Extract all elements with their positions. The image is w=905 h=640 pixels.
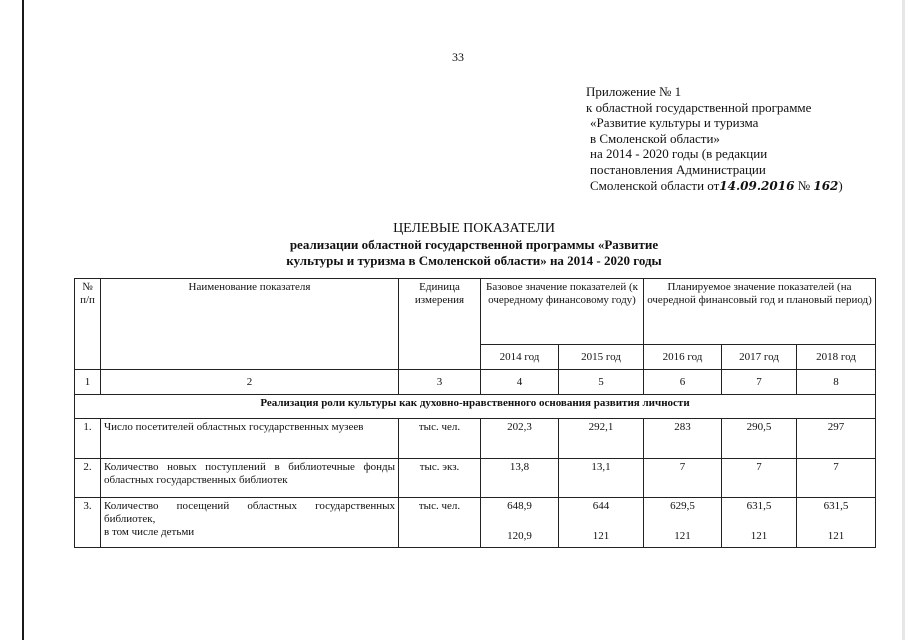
appendix-block xyxy=(586,84,843,194)
row-value-cell xyxy=(644,498,722,548)
handwritten-date: 14.09.2016 xyxy=(719,178,795,193)
row-unit: тыс. чел. xyxy=(399,419,481,459)
document-title: ЦЕЛЕВЫЕ ПОКАЗАТЕЛИ xyxy=(393,221,555,236)
header-name: Наименование показателя xyxy=(101,279,399,370)
row-value: 648,9 xyxy=(507,500,532,512)
row-value: 202,3 xyxy=(481,419,559,459)
header-unit: Единица измерения xyxy=(399,279,481,370)
number-sign: № xyxy=(797,177,811,193)
title-block xyxy=(74,220,874,268)
page-number: 33 xyxy=(452,50,464,64)
row-value: 292,1 xyxy=(559,419,644,459)
table-row xyxy=(75,498,876,548)
section-row xyxy=(75,395,876,419)
row-unit: тыс. чел. xyxy=(399,498,481,548)
row-value: 290,5 xyxy=(722,419,797,459)
document-subtitle-line-2: культуры и туризма в Смоленской области» на 2014 - 2020 годы xyxy=(286,252,662,268)
appendix-line-2: к областной государственной программе xyxy=(586,99,812,115)
row-value: 283 xyxy=(644,419,722,459)
header-num: № п/п xyxy=(75,279,101,370)
column-number: 1 xyxy=(75,370,101,395)
row-num: 1. xyxy=(75,419,101,459)
row-value: 7 xyxy=(722,459,797,498)
row-value-cell xyxy=(722,498,797,548)
year-2015: 2015 год xyxy=(559,345,644,370)
appendix-line-6: постановления Администрации xyxy=(590,161,766,177)
column-number: 6 xyxy=(644,370,722,395)
row-value: 13,1 xyxy=(559,459,644,498)
row-name-cell xyxy=(101,498,399,548)
row-sub-value: 121 xyxy=(674,530,691,542)
row-num: 2. xyxy=(75,459,101,498)
column-number: 7 xyxy=(722,370,797,395)
row-value-cell xyxy=(481,498,559,548)
row-value: 7 xyxy=(797,459,876,498)
row-unit: тыс. экз. xyxy=(399,459,481,498)
row-value: 297 xyxy=(797,419,876,459)
row-value: 7 xyxy=(644,459,722,498)
row-num: 3. xyxy=(75,498,101,548)
row-value: 13,8 xyxy=(481,459,559,498)
row-sub-value: 121 xyxy=(827,530,845,542)
targets-table xyxy=(74,278,876,548)
row-name: Количество новых поступлений в библиотечные фонды областных государственных библиотек xyxy=(101,459,399,498)
row-name-sub: в том числе детьми xyxy=(104,526,195,538)
appendix-line-7-prefix: Смоленской области от xyxy=(590,177,720,193)
section-title: Реализация роли культуры как духовно-нравственного основания развития личности xyxy=(75,395,876,419)
appendix-line-3: «Развитие культуры и туризма xyxy=(590,115,759,131)
scan-edge-left xyxy=(22,0,24,640)
row-sub-value: 120,9 xyxy=(507,530,532,542)
column-number: 8 xyxy=(797,370,876,395)
row-sub-value: 121 xyxy=(750,530,768,542)
appendix-line-1: Приложение № 1 xyxy=(586,84,682,99)
appendix-line-4: в Смоленской области» xyxy=(590,130,720,146)
row-value-cell xyxy=(559,498,644,548)
row-value: 631,5 xyxy=(746,500,772,512)
header-planned: Планируемое значение показателей (на очередной финансовый год и плановый период) xyxy=(644,279,876,345)
appendix-line-7-suffix: ) xyxy=(838,177,843,193)
column-number-row xyxy=(75,370,876,395)
column-number: 3 xyxy=(399,370,481,395)
row-value: 629,5 xyxy=(670,500,695,512)
column-number: 5 xyxy=(559,370,644,395)
column-number: 4 xyxy=(481,370,559,395)
header-base: Базовое значение показателей (к очередному финансовому году) xyxy=(481,279,644,345)
row-name: Количество посещений областных государственных библиотек, xyxy=(104,500,395,525)
year-2018: 2018 год xyxy=(797,345,876,370)
row-sub-value: 121 xyxy=(592,530,610,542)
document-subtitle-line-1: реализации областной государственной программы «Развитие xyxy=(289,237,659,252)
row-value: 631,5 xyxy=(823,500,849,512)
row-value-cell xyxy=(797,498,876,548)
table-row xyxy=(75,419,876,459)
row-name: Число посетителей областных государственных музеев xyxy=(101,419,399,459)
year-2014: 2014 год xyxy=(481,345,559,370)
appendix-line-7 xyxy=(586,178,843,195)
year-2017: 2017 год xyxy=(722,345,797,370)
table-header-row xyxy=(75,279,876,345)
table-row xyxy=(75,459,876,498)
appendix-line-5: на 2014 - 2020 годы (в редакции xyxy=(590,146,768,162)
year-2016: 2016 год xyxy=(644,345,722,370)
column-number: 2 xyxy=(101,370,399,395)
handwritten-number: 162 xyxy=(813,178,839,193)
row-value: 644 xyxy=(592,500,610,512)
